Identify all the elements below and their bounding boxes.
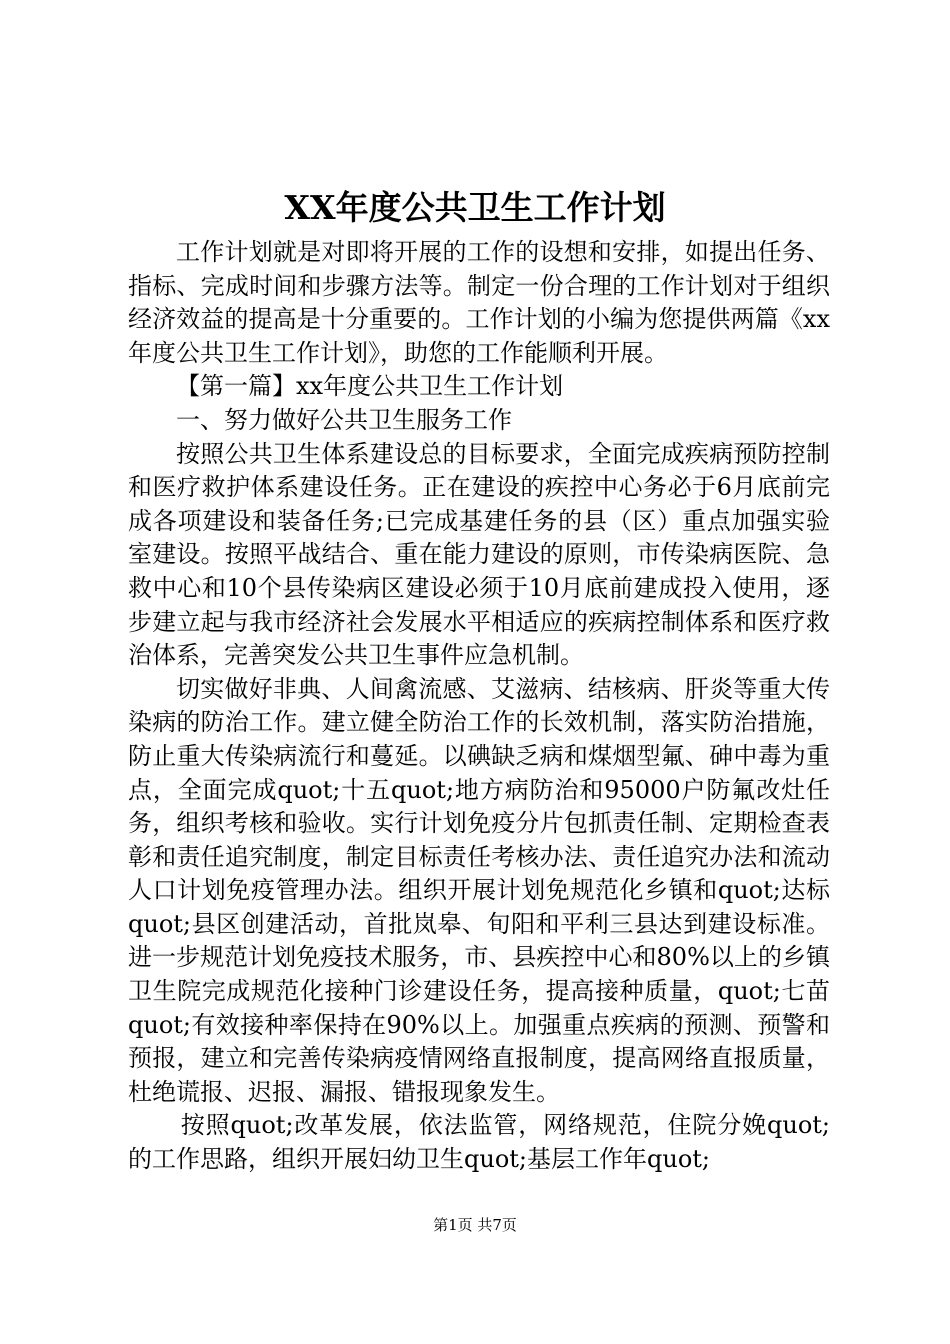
document-title: XX年度公共卫生工作计划: [284, 188, 666, 227]
document-body: [128, 236, 830, 1177]
subsection-heading: 一、努力做好公共卫生服务工作: [176, 405, 512, 434]
body-paragraph: 切实做好非典、人间禽流感、艾滋病、结核病、肝炎等重大传染病的防治工作。建立健全防治工作的长效机制，落实防治措施，防止重大传染病流行和蔓延。以碘缺乏病和煤烟型氟、砷中毒为重点，全面完成quot;十五quot;地方病防治和95000户防氟改灶任务，组织考核和验收。实行计划免疫分片包抓责任制、定期检查表彰和责任追究制度，制定目标责任考核办法、责任追究办法和流动人口计划免疫管理办法。组织开展计划免规范化乡镇和quot;达标quot;县区创建活动，首批岚皋、旬阳和平利三县达到建设标准。进一步规范计划免疫技术服务，市、县疾控中心和80%以上的乡镇卫生院完成规范化接种门诊建设任务，提高接种质量，quot;七苗quot;有效接种率保持在90%以上。加强重点疾病的预测、预警和预报，建立和完善传染病疫情网络直报制度，提高网络直报质量，杜绝谎报、迟报、漏报、错报现象发生。: [128, 674, 830, 1106]
page-footer: 第1页 共7页: [433, 1216, 517, 1234]
body-paragraph: 按照公共卫生体系建设总的目标要求，全面完成疾病预防控制和医疗救护体系建设任务。正在建设的疾控中心务必于6月底前完成各项建设和装备任务;已完成基建任务的县（区）重点加强实验室建设。按照平战结合、重在能力建设的原则，市传染病医院、急救中心和10个县传染病区建设必须于10月底前建成投入使用，逐步建立起与我市经济社会发展水平相适应的疾病控制体系和医疗救治体系，完善突发公共卫生事件应急机制。: [128, 439, 830, 670]
section-heading: 【第一篇】xx年度公共卫生工作计划: [176, 372, 564, 401]
body-paragraph: 按照quot;改革发展，依法监管，网络规范，住院分娩quot;的工作思路，组织开展妇幼卫生quot;基层工作年quot;: [128, 1111, 830, 1174]
intro-paragraph: 工作计划就是对即将开展的工作的设想和安排，如提出任务、指标、完成时间和步骤方法等。制定一份合理的工作计划对于组织经济效益的提高是十分重要的。工作计划的小编为您提供两篇《xx年度公共卫生工作计划》，助您的工作能顺利开展。: [128, 238, 830, 367]
